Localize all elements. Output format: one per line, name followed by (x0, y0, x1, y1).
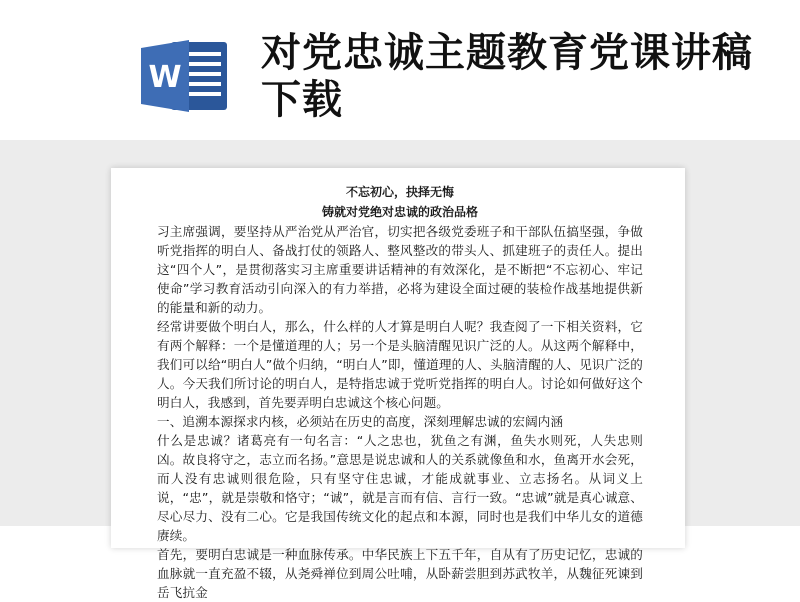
paragraph-1: 习主席强调，要坚持从严治党从严治官，切实把各级党委班子和干部队伍搞坚强，争做听党指挥的明白人、备战打仗的领路人、整风整改的带头人、抓建班子的责任人。提出这“四个人”，是贯彻落实习主席重要讲话精神的有效深化，是不断把“不忘初心、牢记使命”学习教育活动引向深入的有力举措，必将为建设全面过硬的装检作战基地提供新的能量和新的动力。 (157, 224, 643, 315)
document-heading-2: 铸就对党绝对忠诚的政治品格 (321, 205, 478, 219)
paragraph-3: 一、追溯本源探求内核，必须站在历史的高度，深刻理解忠诚的宏阔内涵 (157, 414, 564, 429)
paragraph-4: 什么是忠诚？诸葛亮有一句名言：“人之忠也，犹鱼之有渊，鱼失水则死，人失忠则凶。故良将守之，志立而名扬。”意思是说忠诚和人的关系就像鱼和水，鱼离开水会死，而人没有忠诚则很危险，只有坚守住忠诚，才能成就事业、立志扬名。从词义上说，“忠”，就是崇敬和恪守；“诚”，就是言而有信、言行一致。“忠诚”就是真心诚意、尽心尽力、没有二心。它是我国传统文化的起点和本源，同时也是我们中华儿女的道德赓续。 (157, 433, 643, 543)
document-body (157, 182, 643, 602)
page-title: 对党忠诚主题教育党课讲稿下载 (261, 30, 753, 123)
word-document-icon (141, 38, 229, 114)
paragraph-5: 首先，要明白忠诚是一种血脉传承。中华民族上下五千年，自从有了历史记忆，忠诚的血脉就一直充盈不辍，从尧舜禅位到周公吐哺，从卧薪尝胆到苏武牧羊，从魏征死谏到岳飞抗金 (157, 547, 643, 600)
document-page (111, 168, 685, 600)
header (0, 0, 800, 140)
paragraph-2: 经常讲要做个明白人，那么，什么样的人才算是明白人呢？我查阅了一下相关资料，它有两个解释：一个是懂道理的人；另一个是头脑清醒见识广泛的人。从这两个解释中，我们可以给“明白人”做个归纳，“明白人”即，懂道理的人、头脑清醒的人、见识广泛的人。今天我们所讨论的明白人，是特指忠诚于党听党指挥的明白人。讨论如何做好这个明白人，我感到，首先要弄明白忠诚这个核心问题。 (157, 319, 643, 410)
word-letter: W (148, 60, 182, 95)
document-heading-1: 不忘初心，抉择无悔 (345, 185, 454, 199)
